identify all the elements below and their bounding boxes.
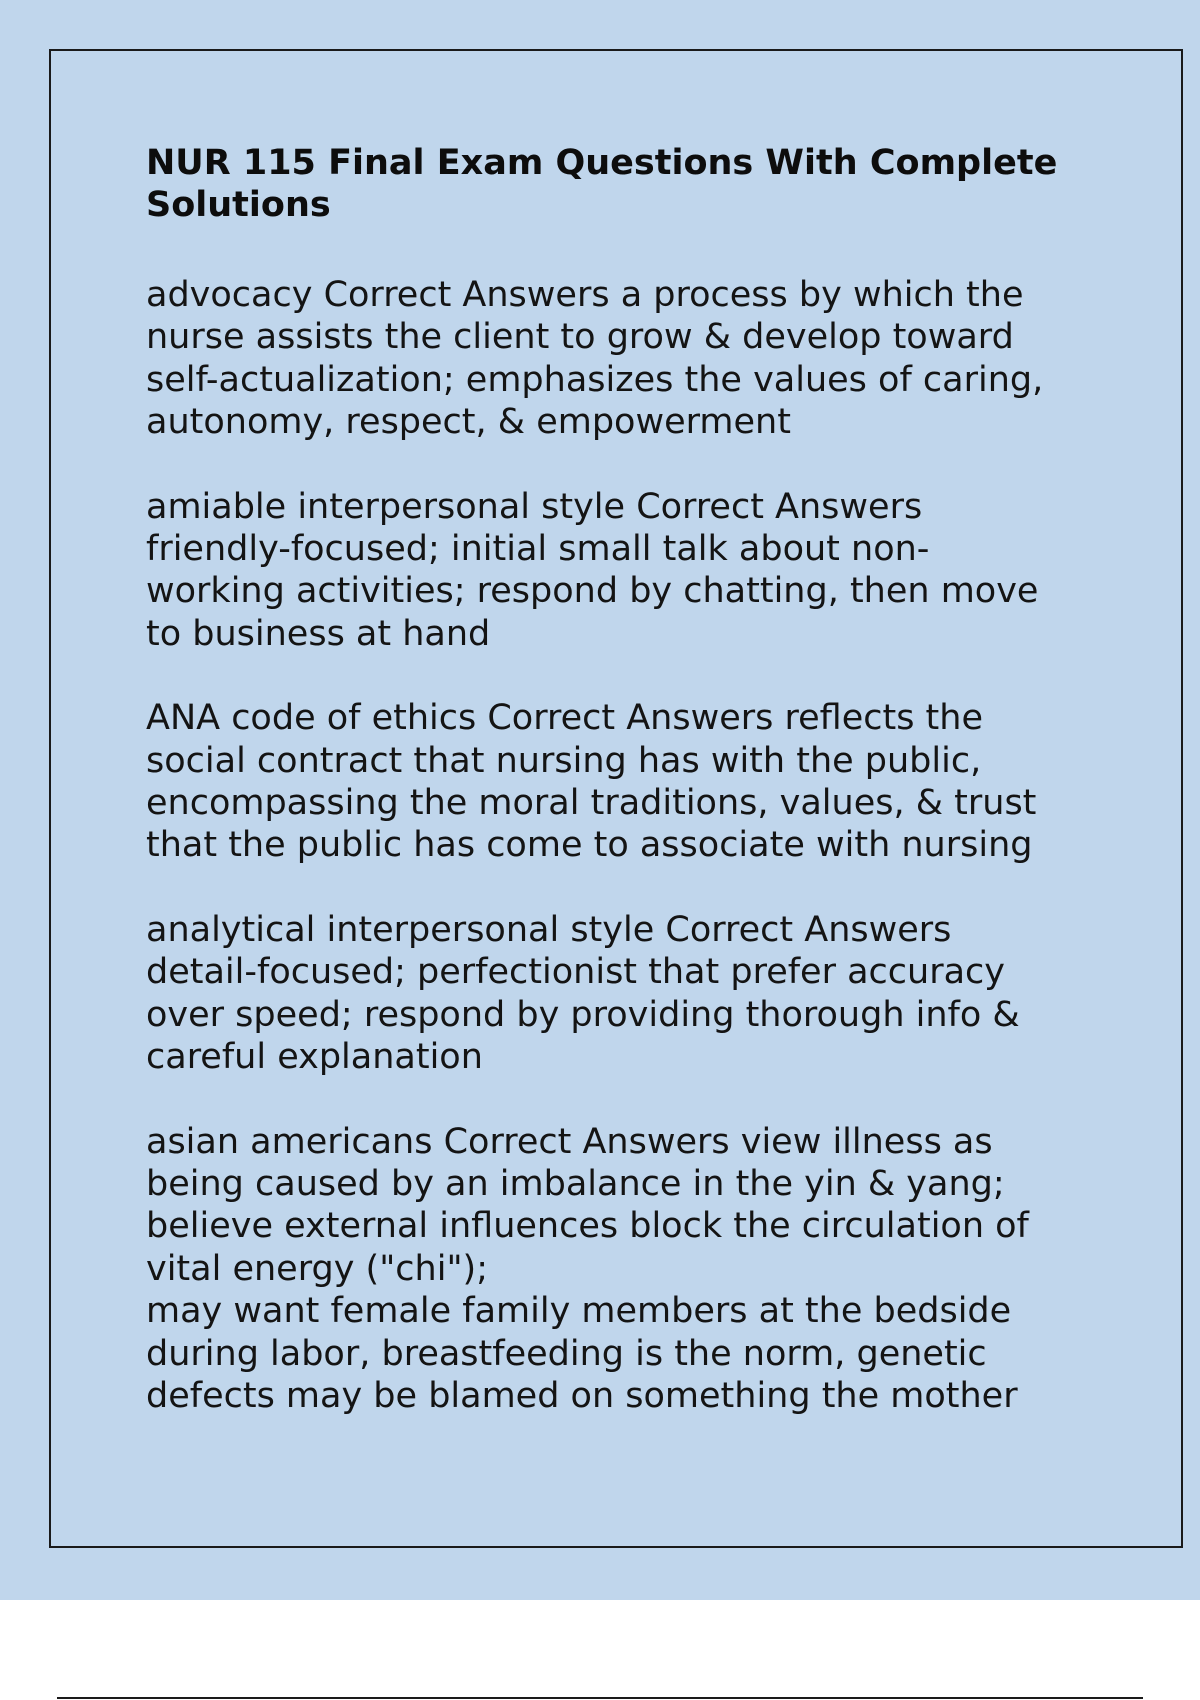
entry-ana-code-of-ethics: ANA code of ethics Correct Answers reflects the social contract that nursing has with the public, encompassing the moral traditions, values, & trust that the public has come to associate with nursing xyxy=(146,698,1037,866)
document-title: NUR 115 Final Exam Questions With Complete Solutions xyxy=(146,143,1058,225)
footer-rule xyxy=(57,1697,1143,1699)
entry-asian-americans: asian americans Correct Answers view illness as being caused by an imbalance in the yin & yang; believe external influences block the circulation of vital energy ("chi"); may want female family members at the bedside during labor, breastfeeding is the norm, genetic defects may be blamed on something the mother xyxy=(146,1121,1029,1416)
entry-amiable-interpersonal-style: amiable interpersonal style Correct Answers friendly-focused; initial small talk about non- working activities; respond by chatting, then move to business at hand xyxy=(146,486,1039,654)
document-body xyxy=(146,142,1096,1459)
entry-analytical-interpersonal-style: analytical interpersonal style Correct Answers detail-focused; perfectionist that prefer accuracy over speed; respond by providing thorough info & careful explanation xyxy=(146,909,1020,1078)
entry-advocacy: advocacy Correct Answers a process by which the nurse assists the client to grow & develop toward self-actualization; emphasizes the values of caring, autonomy, respect, & empowerment xyxy=(146,275,1044,443)
